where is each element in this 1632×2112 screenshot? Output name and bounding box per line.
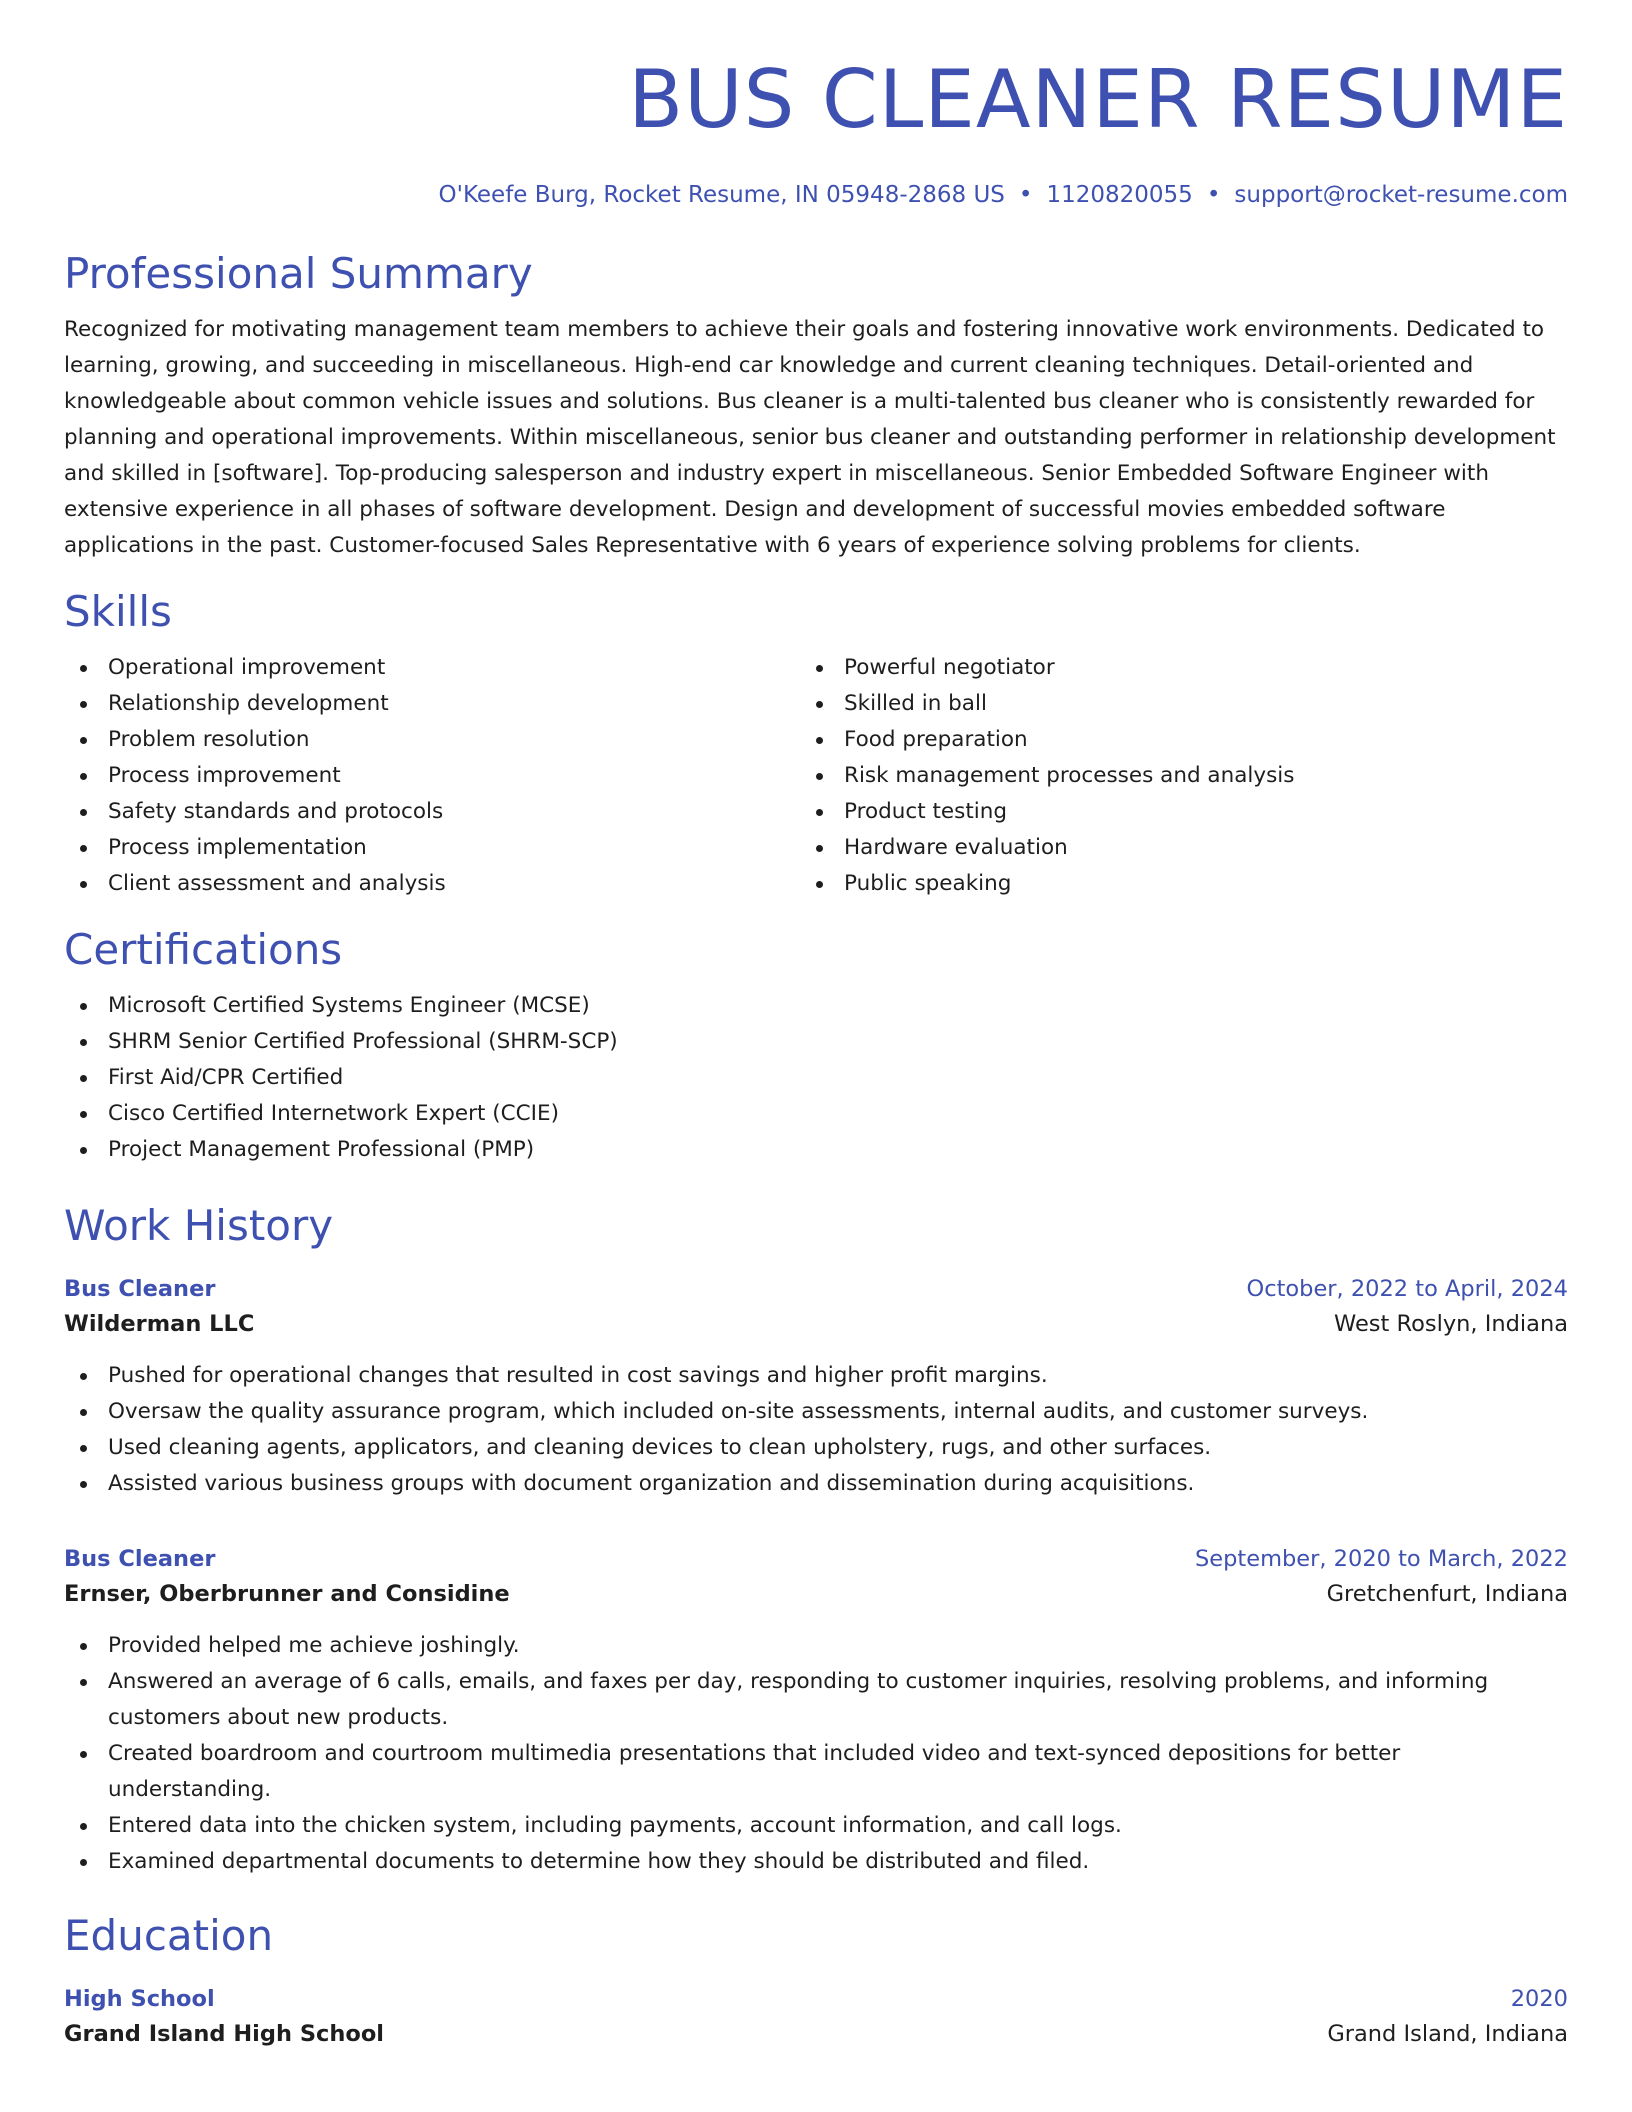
contact-address: O'Keefe Burg, Rocket Resume, IN 05948-2868 US: [438, 182, 1005, 208]
education-location: Grand Island, Indiana: [1327, 2021, 1568, 2047]
section-title-summary: Professional Summary: [64, 249, 533, 298]
contact-email: support@rocket-resume.com: [1234, 182, 1568, 208]
skill-item: Powerful negotiator: [800, 650, 1536, 686]
skill-item: Public speaking: [800, 866, 1536, 902]
section-title-certifications: Certifications: [64, 925, 343, 974]
certification-item: Microsoft Certified Systems Engineer (MCSE): [64, 988, 1568, 1024]
skill-item: Client assessment and analysis: [64, 866, 800, 902]
certification-item: Cisco Certified Internetwork Expert (CCIE): [64, 1096, 1568, 1132]
job-title-row: [64, 1272, 1568, 1306]
job-bullet: Provided helped me achieve joshingly.: [64, 1628, 1568, 1664]
resume-header: [64, 0, 1568, 210]
contact-line: [64, 180, 1568, 210]
job-bullet: Assisted various business groups with document organization and dissemination during acquisitions.: [64, 1466, 1568, 1502]
education-degree-row: [64, 1982, 1568, 2016]
job-bullet: Used cleaning agents, applicators, and cleaning devices to clean upholstery, rugs, and other surfaces.: [64, 1430, 1568, 1466]
job-employer: Ernser, Oberbrunner and Considine: [64, 1581, 510, 1607]
job-entry: [64, 1272, 1568, 1502]
contact-separator: •: [1018, 182, 1033, 208]
skill-item: Safety standards and protocols: [64, 794, 800, 830]
skill-item: Skilled in ball: [800, 686, 1536, 722]
skills-list-right: [800, 650, 1536, 902]
job-bullets: [64, 1628, 1568, 1880]
job-bullet: Created boardroom and courtroom multimedia presentations that included video and text-synced depositions for better understanding.: [64, 1736, 1568, 1808]
skills-columns: [64, 650, 1568, 902]
job-location: West Roslyn, Indiana: [1334, 1311, 1568, 1337]
skill-item: Risk management processes and analysis: [800, 758, 1536, 794]
job-bullet: Entered data into the chicken system, including payments, account information, and call logs.: [64, 1808, 1568, 1844]
job-bullet: Answered an average of 6 calls, emails, and faxes per day, responding to customer inquiries, resolving problems, and informing customers about new products.: [64, 1664, 1568, 1736]
skills-list-left: [64, 650, 800, 902]
job-dates: September, 2020 to March, 2022: [1195, 1546, 1568, 1572]
education-year: 2020: [1510, 1986, 1568, 2012]
job-title-row: [64, 1542, 1568, 1576]
certification-item: First Aid/CPR Certified: [64, 1060, 1568, 1096]
job-location: Gretchenfurt, Indiana: [1326, 1581, 1568, 1607]
job-title: Bus Cleaner: [64, 1546, 216, 1572]
certification-item: Project Management Professional (PMP): [64, 1132, 1568, 1168]
job-bullet: Examined departmental documents to determine how they should be distributed and filed.: [64, 1844, 1568, 1880]
contact-phone: 1120820055: [1046, 182, 1193, 208]
education-degree: High School: [64, 1986, 215, 2012]
job-bullets: [64, 1358, 1568, 1502]
education-entry: [64, 1982, 1568, 2052]
job-bullet: Pushed for operational changes that resulted in cost savings and higher profit margins.: [64, 1358, 1568, 1394]
job-dates: October, 2022 to April, 2024: [1246, 1276, 1568, 1302]
skill-item: Product testing: [800, 794, 1536, 830]
section-title-skills: Skills: [64, 587, 172, 636]
skill-item: Process improvement: [64, 758, 800, 794]
certifications-list: [64, 988, 1568, 1168]
skill-item: Operational improvement: [64, 650, 800, 686]
job-entry: [64, 1542, 1568, 1880]
skill-item: Problem resolution: [64, 722, 800, 758]
summary-text: Recognized for motivating management team members to achieve their goals and fostering innovative work environments. Dedicated to learning, growing, and succeeding in miscellaneous. High-end car knowledge and current cleaning techniques. Detail-oriented and knowledgeable about common vehicle issues and solutions. Bus cleaner is a multi-talented bus cleaner who is consistently rewarded for planning and operational improvements. Within miscellaneous, senior bus cleaner and outstanding performer in relationship development and skilled in [software]. Top-producing salesperson and industry expert in miscellaneous. Senior Embedded Software Engineer with extensive experience in all phases of software development. Design and development of successful movies embedded software applications in the past. Customer-focused Sales Representative with 6 years of experience solving problems for clients.: [64, 317, 1556, 558]
job-title: Bus Cleaner: [64, 1276, 216, 1302]
education-school: Grand Island High School: [64, 2021, 385, 2047]
job-employer: Wilderman LLC: [64, 1311, 255, 1337]
education-school-row: [64, 2016, 1568, 2052]
contact-separator: •: [1206, 182, 1221, 208]
certification-item: SHRM Senior Certified Professional (SHRM-SCP): [64, 1024, 1568, 1060]
resume-title: BUS CLEANER RESUME: [628, 53, 1568, 146]
job-employer-row: [64, 1306, 1568, 1342]
skill-item: Hardware evaluation: [800, 830, 1536, 866]
skill-item: Food preparation: [800, 722, 1536, 758]
job-bullet: Oversaw the quality assurance program, which included on-site assessments, internal audits, and customer surveys.: [64, 1394, 1568, 1430]
job-employer-row: [64, 1576, 1568, 1612]
section-title-work-history: Work History: [64, 1201, 334, 1250]
section-title-education: Education: [64, 1911, 274, 1960]
skill-item: Relationship development: [64, 686, 800, 722]
skill-item: Process implementation: [64, 830, 800, 866]
